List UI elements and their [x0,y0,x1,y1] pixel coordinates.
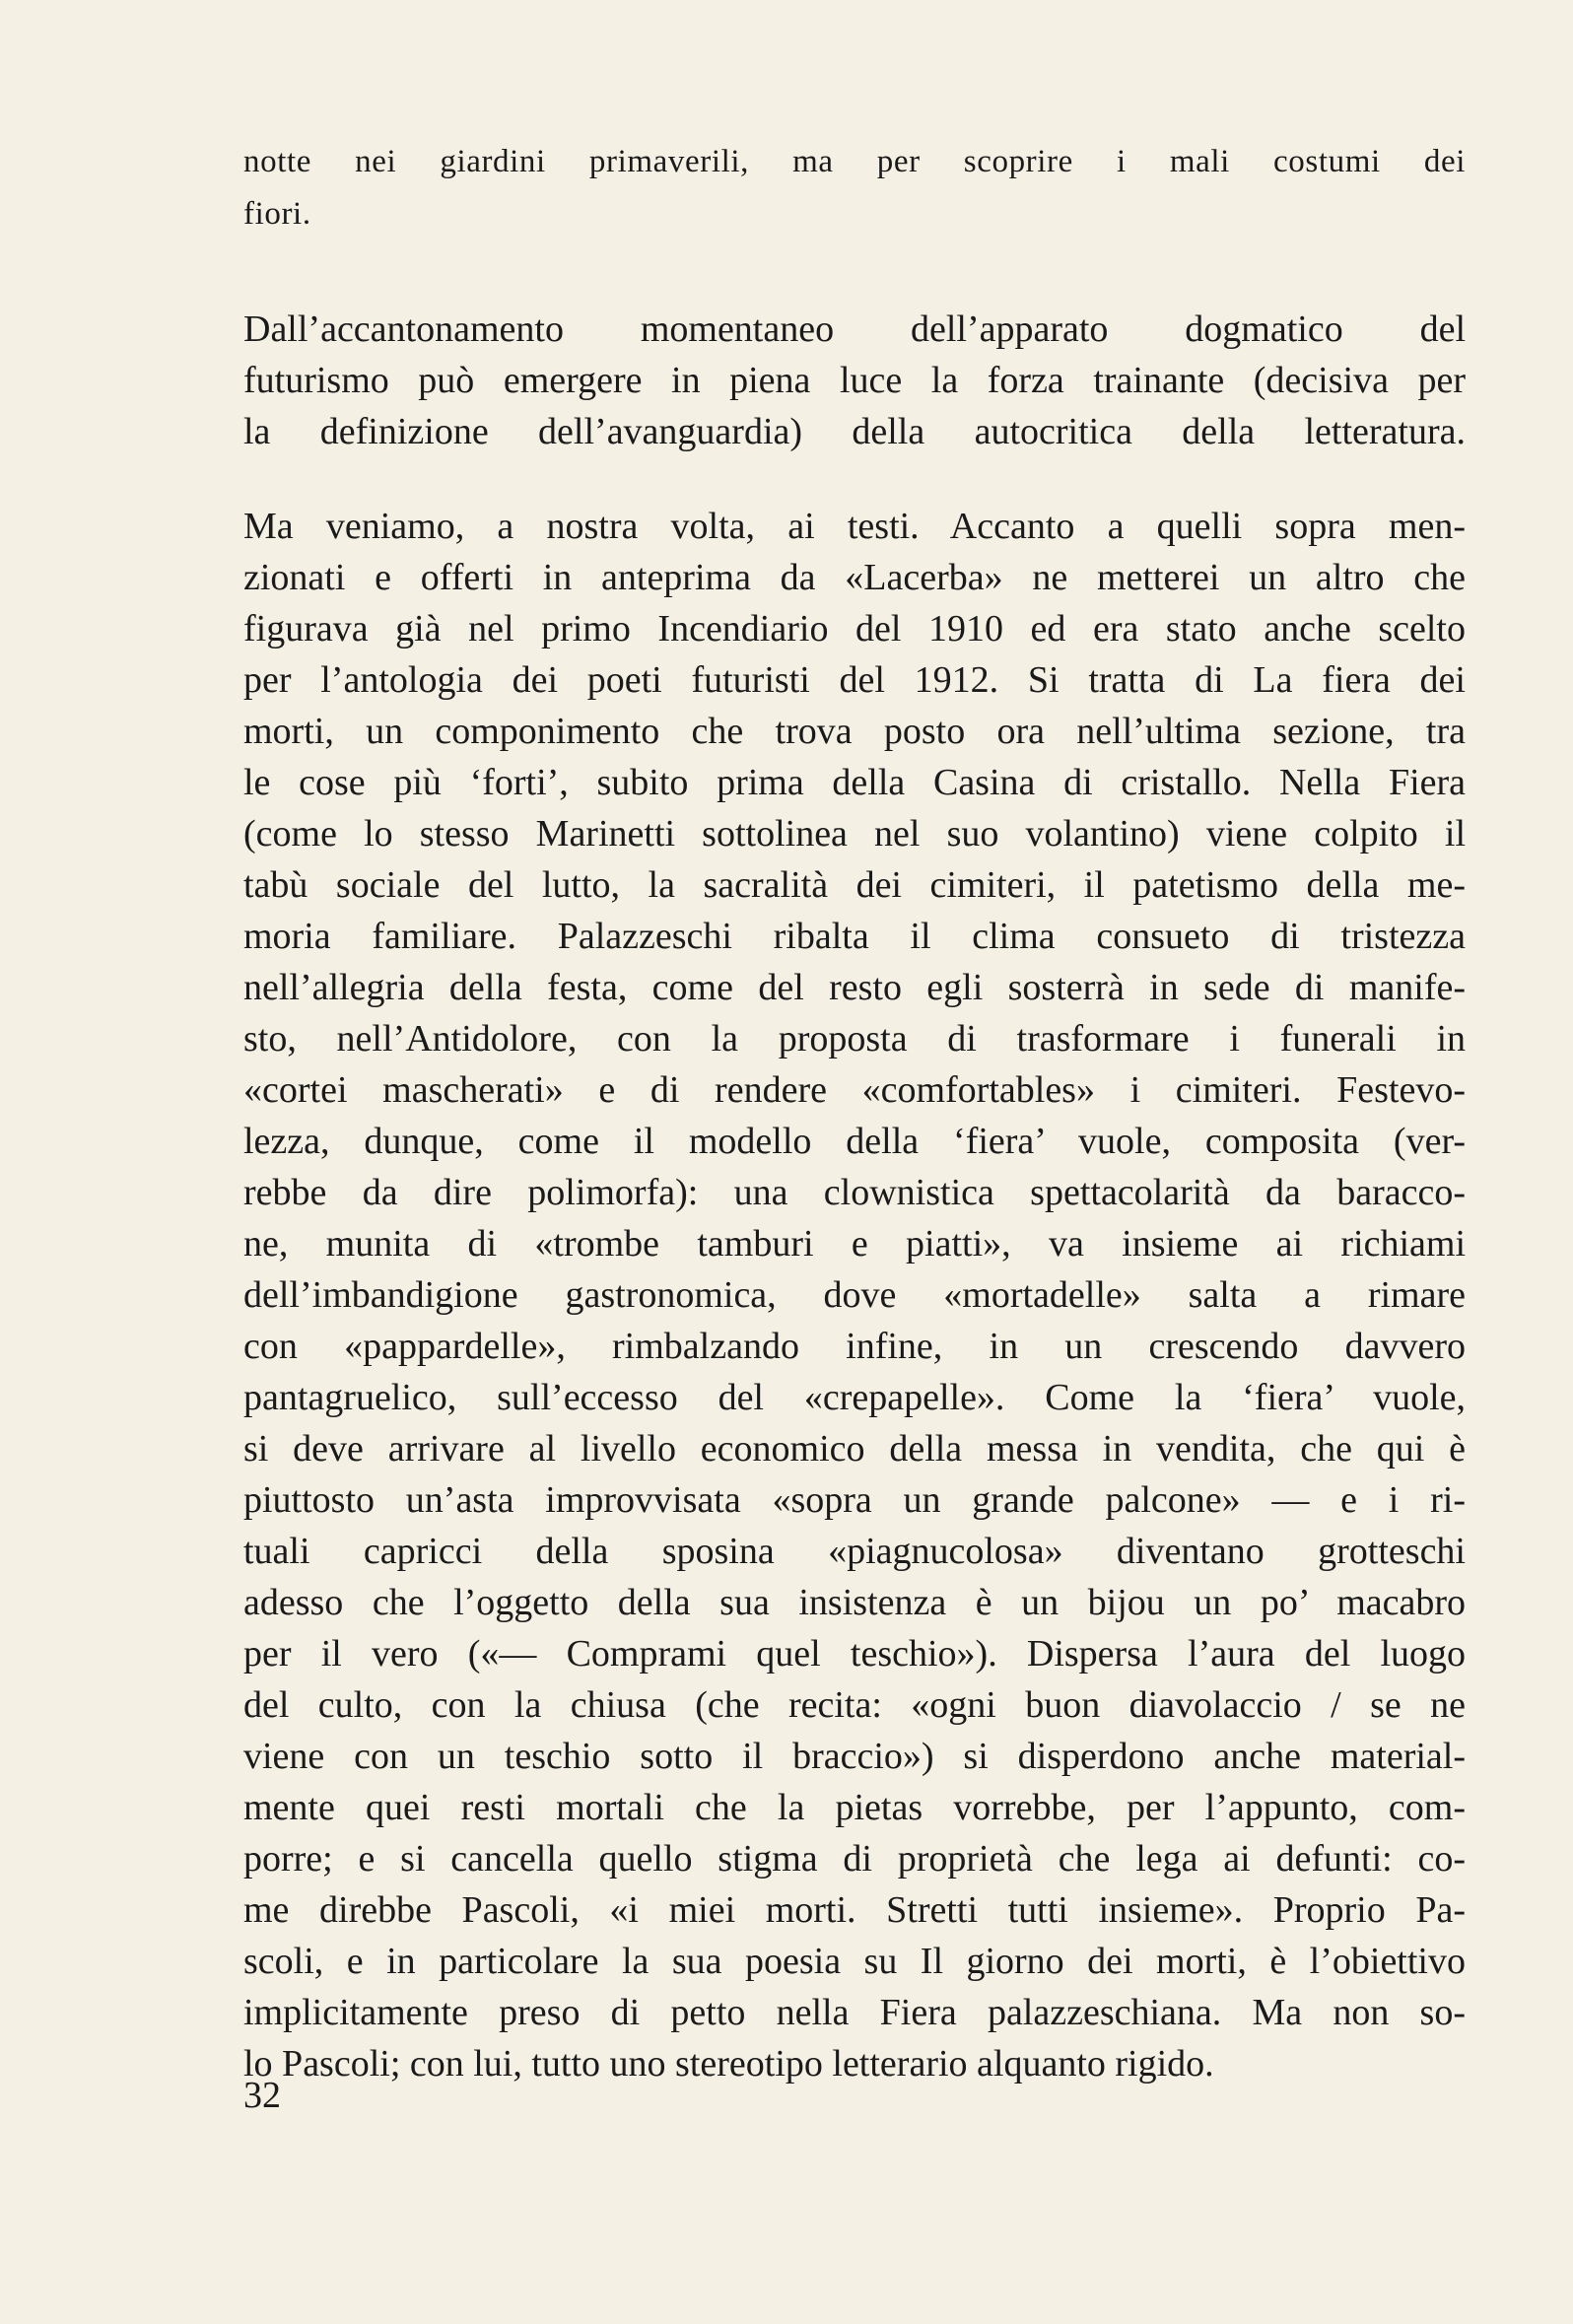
paragraph-line [243,2038,1466,2089]
text-run: piuttosto un’asta improvvisata «sopra un grande palcone» — e i ri- [243,1479,1466,1521]
text-run: Ma veniamo, a nostra volta, ai testi. Accanto a quelli sopra men- [243,506,1466,547]
lead-paragraph [243,136,1466,240]
text-run: ne, munita di «trombe tamburi e piatti», va insieme ai richiami [243,1223,1466,1265]
italic-title: morti, [243,711,334,752]
text-run: mente quei resti mortali che la pietas vorrebbe, per l’appunto, com- [243,1787,1466,1828]
text-run: è l’obiettivo [1246,1941,1466,1982]
italic-title: Casina di cristallo. [932,762,1252,803]
paragraph-line [243,1884,1466,1936]
paragraph-line [243,1731,1466,1782]
paragraph-line [243,1679,1466,1731]
text-run: nell’allegria della festa, come del resto egli sosterrà in sede di manife- [243,967,1466,1008]
paragraph-line [243,1269,1466,1321]
paragraph-line [243,654,1466,706]
text-run: zionati e offerti in anteprima da «Lacerba» ne metterei un altro che [243,557,1466,598]
text-run: un componimento che trova posto ora nell’ultima sezione, tra [333,711,1466,752]
paragraph-line [243,1423,1466,1474]
paragraph-line: Dall’accantonamento momentaneo dell’apparato dogmatico del [243,308,1466,350]
text-run: viene con un teschio sotto il braccio») si disperdono anche material- [243,1736,1466,1777]
text-run: porre; e si cancella quello stigma di proprietà che lega ai defunti: co- [243,1838,1466,1880]
text-run: del culto, con la chiusa (che recita: «ogni buon diavolaccio / se ne [243,1684,1466,1726]
paragraph-line [243,1321,1466,1372]
text-run: per il vero («— Comprami quel teschio»). Dispersa l’aura del luogo [243,1633,1466,1675]
text-run: si deve arrivare al livello economico della messa in vendita, che qui è [243,1428,1466,1470]
text-run: del 1910 ed era stato anche scelto [828,608,1466,649]
text-run: figurava già nel primo [243,608,658,649]
text-run: adesso che l’oggetto della sua insistenza è un [243,1582,1088,1623]
paragraph-line [243,603,1466,654]
text-run: le cose più ‘forti’, subito prima della [243,762,933,803]
paragraph-line [243,859,1466,911]
paragraph-line [243,1526,1466,1577]
text-run: per l’antologia dei poeti futuristi del 1912. Si tratta di [243,659,1254,701]
text-run: lezza, dunque, come il modello della ‘fiera’ vuole, composita (ver- [243,1121,1466,1162]
text-run: me direbbe Pascoli, «i miei morti. Stretti tutti insieme». Proprio Pa- [243,1889,1466,1931]
text-run: palazzeschiana. Ma non so- [956,1992,1466,2033]
paragraph-line: la definizione dell’avanguardia) della autocritica della letteratura. [243,411,1466,452]
text-run: pantagruelico, sull’eccesso del «crepapelle». Come la ‘fiera’ vuole, [243,1377,1466,1418]
italic-title: bijou [1087,1582,1165,1623]
paragraph-line [243,1628,1466,1679]
paragraph-line [243,1116,1466,1167]
text-run: un po’ macabro [1164,1582,1466,1623]
paragraph-futurismo [243,304,1466,457]
page-number: 32 [243,2075,281,2116]
italic-title: Fiera [879,1992,957,2033]
paragraph-line [243,1013,1466,1064]
paragraph-line [243,1218,1466,1269]
paragraph-line [243,1782,1466,1833]
text-run: implicitamente preso di petto nella [243,1992,880,2033]
italic-title: Il giorno dei morti, [920,1941,1247,1982]
paragraph-line [243,1167,1466,1218]
text-run: con la proposta di trasformare i funerali in [577,1018,1467,1059]
text-run: (come lo stesso Marinetti sottolinea nel suo volantino) viene colpito il [243,813,1466,854]
paragraph-line [243,1833,1466,1884]
text-run: tabù sociale del lutto, la sacralità dei cimiteri, il patetismo della me- [243,864,1466,906]
lead-line-1: notte nei giardini primaverili, ma per scoprire i mali costumi dei [243,144,1466,179]
paragraph-line [243,1372,1466,1423]
text-run: rebbe da dire polimorfa): una clownistica spettacolarità da baracco- [243,1172,1466,1213]
paragraph-line [243,1577,1466,1628]
lead-line-2: fiori. [243,196,311,232]
paragraph-line [243,757,1466,808]
paragraph-line [243,706,1466,757]
italic-title: Incendiario [657,608,829,649]
paragraph-line [243,1064,1466,1116]
text-run: scoli, e in particolare la sua poesia su [243,1941,921,1982]
paragraph-line: futurismo può emergere in piena luce la forza trainante (decisiva per [243,360,1466,401]
italic-title: Fiera [1388,762,1467,803]
text-run: con «pappardelle», rimbalzando infine, in un crescendo davvero [243,1326,1466,1367]
text-run: moria familiare. Palazzeschi ribalta il clima consueto di tristezza [243,916,1466,957]
paragraph-line [243,808,1466,859]
text-run: «cortei mascherati» e di rendere «comfortables» i cimiteri. Festevo- [243,1069,1466,1111]
paragraph-fiera-dei-morti [243,501,1466,2089]
paragraph-line [243,1987,1466,2038]
text-run: lo Pascoli; con lui, tutto uno stereotipo letterario alquanto rigido. [243,2043,1214,2085]
paragraph-line [243,962,1466,1013]
text-run: sto, nell’ [243,1018,406,1059]
text-run: dell’imbandigione gastronomica, dove «mortadelle» salta a rimare [243,1274,1466,1316]
italic-title: La fiera dei [1253,659,1466,701]
paragraph-line [243,552,1466,603]
paragraph-line [243,1936,1466,1987]
paragraph-line [243,501,1466,552]
italic-title: Antidolore, [405,1018,578,1059]
paragraph-line [243,911,1466,962]
paragraph-line [243,1474,1466,1526]
text-run: tuali capricci della sposina «piagnucolosa» diventano grotteschi [243,1531,1466,1572]
text-run: Nella [1251,762,1389,803]
